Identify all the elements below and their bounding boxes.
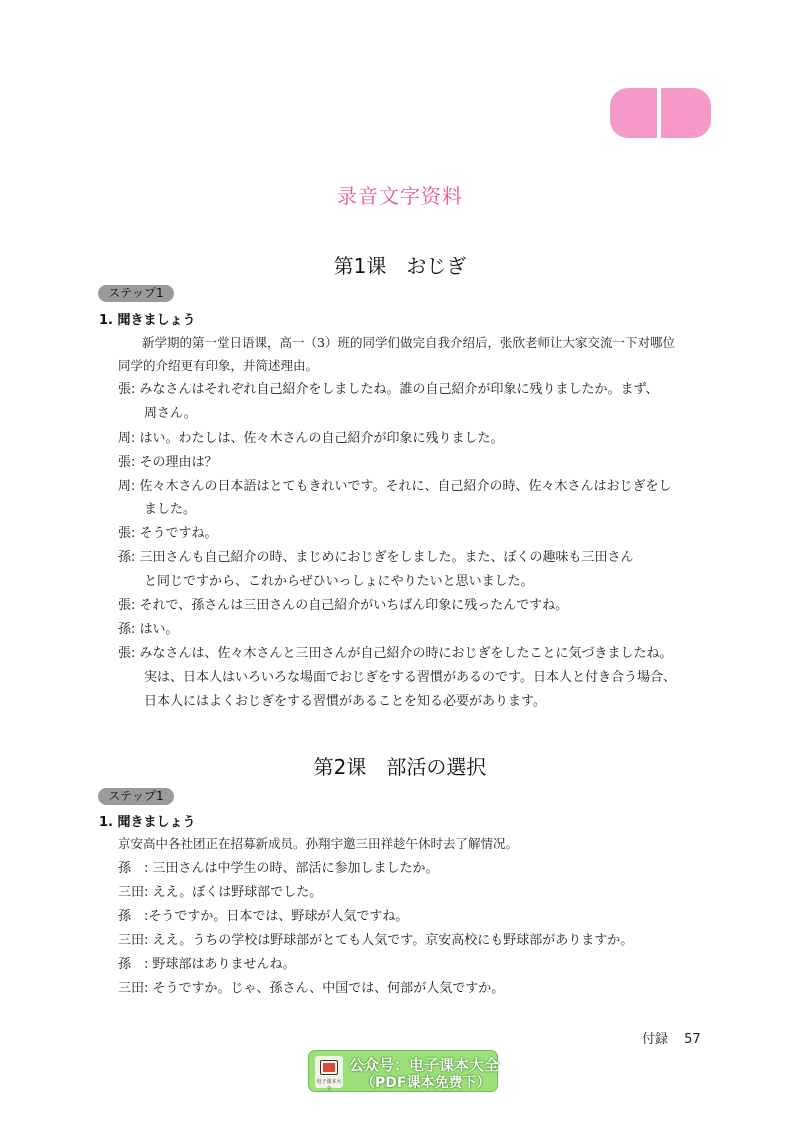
dialogue-line: 三田: そうですか。じゃ、孫さん、中国では、何部が人気ですか。 — [118, 981, 505, 996]
dialogue-line: 三田: ええ。うちの学校は野球部がとても人気です。京安高校にも野球部がありますか。 — [118, 933, 634, 948]
dialogue-line: 周: 佐々木さんの日本語はとてもきれいです。それに、自己紹介の時、佐々木さんはおじぎをし — [118, 479, 672, 494]
lesson2-title: 第2课 部活の選択 — [313, 755, 487, 779]
dialogue-line: 孫 : 野球部はありませんね。 — [118, 957, 296, 972]
lesson2-subhead: 1. 聞きましょう — [99, 815, 196, 830]
dialogue-line: 三田: ええ。ぼくは野球部でした。 — [118, 885, 323, 900]
dialogue-line: 周さん。 — [144, 406, 197, 421]
dialogue-line: と同じですから、これからぜひいっしょにやりたいと思いました。 — [144, 574, 534, 589]
lesson1-intro — [118, 331, 698, 377]
book-logo-icon — [315, 1056, 343, 1092]
dialogue-line: 孫 :そうですか。日本では、野球が人気ですね。 — [118, 909, 409, 924]
lesson1-intro-line2: 同学的介绍更有印象，并简述理由。 — [118, 358, 319, 373]
dialogue-line: ました。 — [144, 502, 197, 517]
dialogue-line: 張: その理由は？ — [118, 455, 218, 470]
dialogue-line: 孫 : 三田さんは中学生の時、部活に参加しましたか。 — [118, 861, 439, 876]
dialogue-line: 実は、日本人はいろいろな場面でおじぎをする習慣があるのです。日本人と付き合う場合、 — [144, 670, 676, 685]
lesson1-intro-line1: 新学期的第一堂日语课，高一（3）班的同学们做完自我介绍后，张欣老师让大家交流一下对哪位 — [142, 335, 675, 350]
lesson1-subhead: 1. 聞きましょう — [99, 313, 196, 328]
dialogue-line: 周: はい。わたしは、佐々木さんの自己紹介が印象に残りました。 — [118, 431, 504, 446]
tab-divider — [657, 88, 661, 138]
dialogue-line: 張: それで、孫さんは三田さんの自己紹介がいちばん印象に残ったんですね。 — [118, 598, 569, 613]
dialogue-line: 張: みなさんはそれぞれ自己紹介をしましたね。誰の自己紹介が印象に残りましたか。まず、 — [118, 382, 659, 397]
watermark-line2: （PDF课本免费下） — [361, 1075, 491, 1091]
lesson2-step-badge: ステップ1 — [98, 788, 174, 805]
watermark-banner — [308, 1050, 498, 1092]
lesson1-title: 第1课 おじぎ — [333, 254, 467, 278]
dialogue-line: 張: そうですね。 — [118, 526, 218, 541]
footer-label: 付録 — [642, 1032, 669, 1047]
pink-tab-left — [610, 88, 662, 138]
lesson1-step-badge: ステップ1 — [98, 285, 174, 302]
page-footer — [642, 1028, 701, 1047]
dialogue-line: 日本人にはよくおじぎをする習慣があることを知る必要があります。 — [144, 694, 546, 709]
dialogue-line: 孫: はい。 — [118, 622, 179, 637]
page-title: 录音文字资料 — [337, 184, 463, 208]
page-number: 57 — [684, 1032, 701, 1047]
logo-caption: 电子课本大全 — [316, 1079, 342, 1092]
dialogue-line: 孫: 三田さんも自己紹介の時、まじめにおじぎをしました。また、ぼくの趣味も三田さん — [118, 550, 634, 565]
pink-tab-right — [659, 88, 711, 138]
lesson2-intro: 京安高中各社团正在招募新成员。孙翔宇邀三田祥趁午休时去了解情况。 — [118, 836, 519, 851]
watermark-line1: 公众号：电子课本大全 — [349, 1056, 500, 1074]
dialogue-line: 張: みなさんは、佐々木さんと三田さんが自己紹介の時におじぎをしたことに気づきましたね。 — [118, 646, 673, 661]
